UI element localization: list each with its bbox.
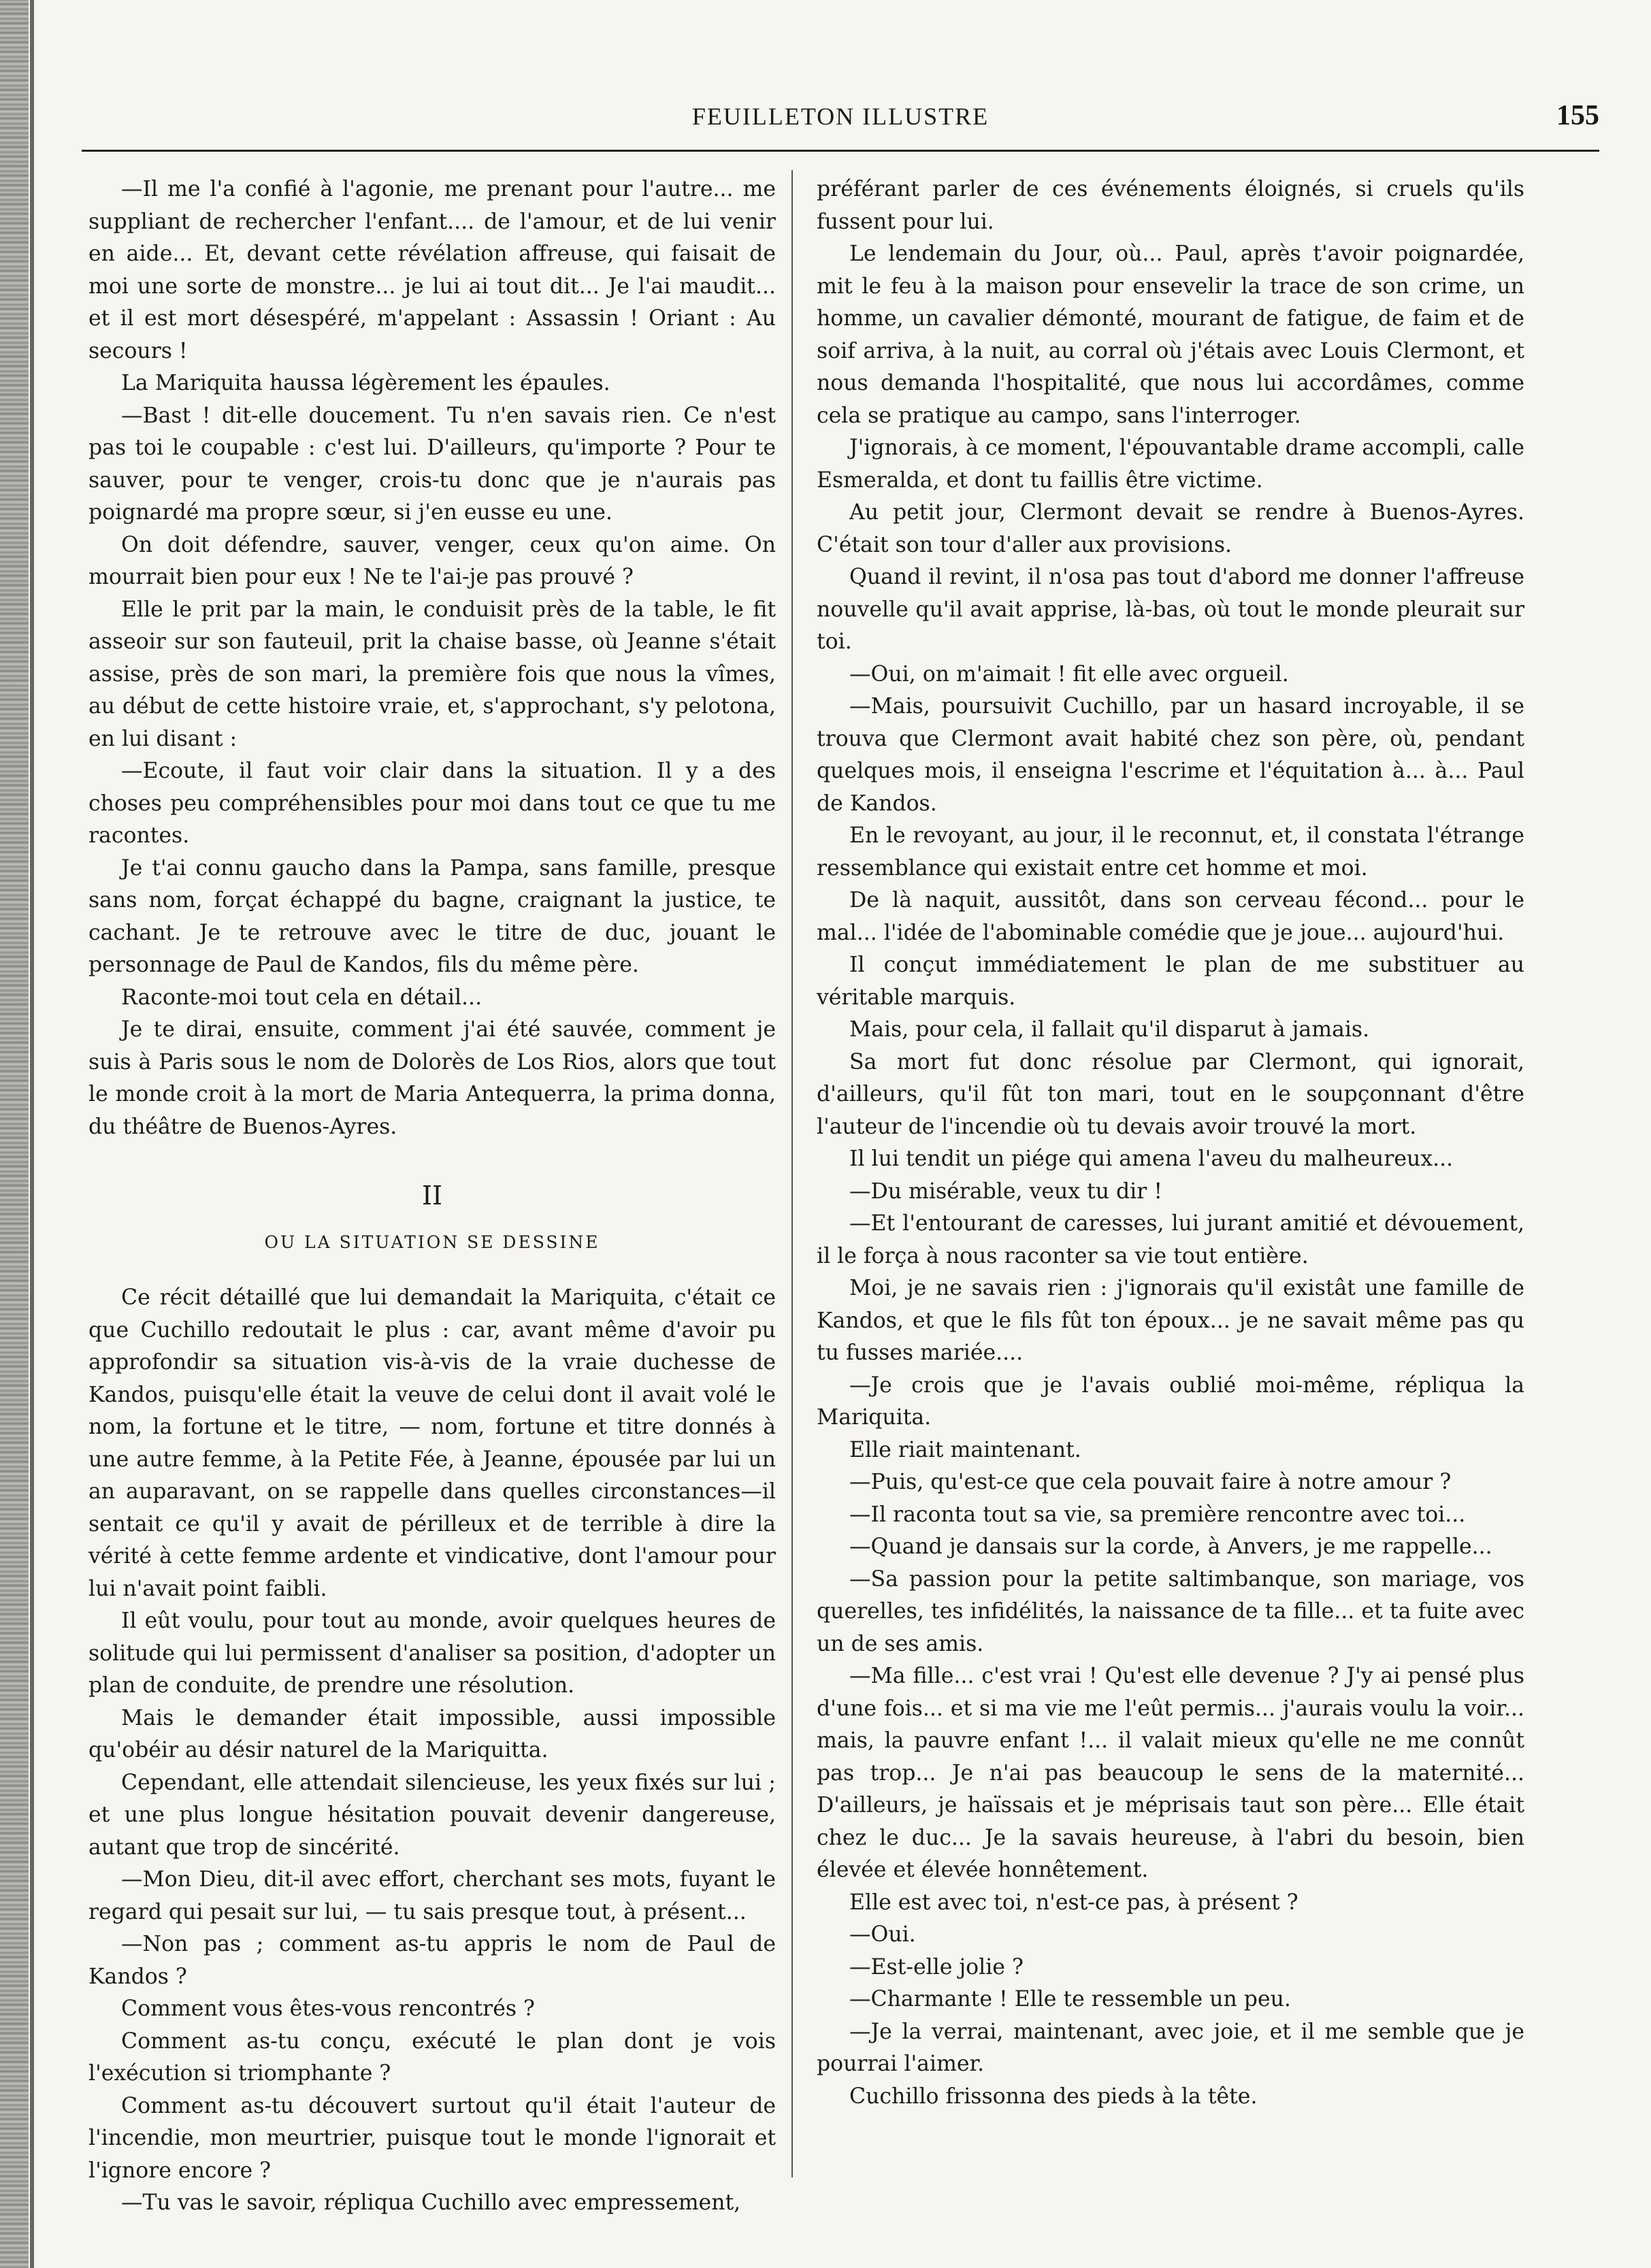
paragraph: Sa mort fut donc résolue par Clermont, qui ignorait, d'ailleurs, qu'il fût ton mari, tout en le soupçonnant d'être l'auteur de l'incendie où tu devais avoir trouvé la mort. bbox=[817, 1049, 1524, 1139]
paragraph: La Mariquita haussa légèrement les épaules. bbox=[121, 371, 610, 395]
paragraph: —Bast ! dit-elle doucement. Tu n'en savais rien. Ce n'est pas toi le coupable : c'est lui. D'ailleurs, qu'importe ? Pour te sauver, pour te venger, crois-tu donc que je n'aurais pas poignardé ma propre sœur, si j'en eusse eu une. bbox=[88, 403, 776, 525]
paragraph: Quand il revint, il n'osa pas tout d'abord me donner l'affreuse nouvelle qu'il avait apprise, là-bas, où tout le monde pleurait sur toi. bbox=[817, 565, 1524, 654]
paragraph: Je t'ai connu gaucho dans la Pampa, sans famille, presque sans nom, forçat échappé du bagne, craignant la justice, te cachant. Je te retrouve avec le titre de duc, jouant le personnage de Paul de Kandos, fils du même père. bbox=[88, 855, 776, 977]
paragraph: —Mais, poursuivit Cuchillo, par un hasard incroyable, il se trouva que Clermont avait habité chez son père, où, pendant quelques mois, il enseigna l'escrime et l'équitation à... à... Paul de Kandos. bbox=[817, 694, 1524, 816]
paragraph: Elle riait maintenant. bbox=[849, 1437, 1081, 1462]
column-divider bbox=[791, 170, 793, 2177]
paragraph: Comment vous êtes-vous rencontrés ? bbox=[121, 1996, 535, 2021]
paragraph: —Charmante ! Elle te ressemble un peu. bbox=[849, 1987, 1291, 2011]
paragraph: —Non pas ; comment as-tu appris le nom de Paul de Kandos ? bbox=[88, 1932, 776, 1989]
paragraph: Ce récit détaillé que lui demandait la Mariquita, c'était ce que Cuchillo redoutait le plus : car, avant même d'avoir pu approfondir sa situation vis-à-vis de la vraie duchesse de Kandos, puisqu'elle était la veuve de celui dont il avait volé le nom, la fortune et le titre, — nom, fortune et titre donnés à une autre femme, à la Petite Fée, à Jeanne, épousée par lui un an auparavant, on se rappelle dans quelles circonstances—il sentait ce qu'il y avait de périlleux et de terrible à dire la vérité à cette femme ardente et vindicative, dont l'amour pour lui n'avait point faibli. bbox=[88, 1285, 776, 1601]
paragraph: —Du misérable, veux tu dir ! bbox=[849, 1179, 1162, 1204]
left-column bbox=[88, 174, 776, 2220]
paragraph: —Je crois que je l'avais oublié moi-même, répliqua la Mariquita. bbox=[817, 1373, 1524, 1430]
paragraph: Moi, je ne savais rien : j'ignorais qu'il existât une famille de Kandos, et que le fils fût ton époux... je ne savait même pas qu tu fusses mariée.... bbox=[817, 1276, 1524, 1365]
paragraph-continuation: préférant parler de ces événements éloignés, si cruels qu'ils fussent pour lui. bbox=[817, 177, 1524, 234]
paragraph: —Ma fille... c'est vrai ! Qu'est elle devenue ? J'y ai pensé plus d'une fois... et si ma vie me l'eût permis... j'aurais voulu la voir... mais, la pauvre enfant !... il valait mieux qu'elle ne me connût pas trop... Je n'ai pas beaucoup le sens de la maternité... D'ailleurs, je haïssais et je méprisais taut son père... Elle était chez le duc... Je la savais heureuse, à l'abri du besoin, bien élevée et élevée honnêtement. bbox=[817, 1664, 1524, 1882]
paragraph: Au petit jour, Clermont devait se rendre à Buenos-Ayres. C'était son tour d'aller aux provisions. bbox=[817, 500, 1524, 557]
paragraph: —Je la verrai, maintenant, avec joie, et il me semble que je pourrai l'aimer. bbox=[817, 2019, 1524, 2076]
paragraph: Comment as-tu conçu, exécuté le plan dont je vois l'exécution si triomphante ? bbox=[88, 2028, 776, 2086]
paragraph: Il conçut immédiatement le plan de me substituer au véritable marquis. bbox=[817, 953, 1524, 1010]
paragraph: —Tu vas le savoir, répliqua Cuchillo avec empressement, bbox=[121, 2190, 741, 2215]
running-title: FEUILLETON ILLUSTRE bbox=[691, 103, 990, 130]
paragraph: —Sa passion pour la petite saltimbanque, son mariage, vos querelles, tes infidélités, la naissance de ta fille... et ta fuite avec un de ses amis. bbox=[817, 1566, 1524, 1656]
paragraph: De là naquit, aussitôt, dans son cerveau fécond... pour le mal... l'idée de l'abominable comédie que je joue... aujourd'hui. bbox=[817, 888, 1524, 945]
paragraph: On doit défendre, sauver, venger, ceux qu'on aime. On mourrait bien pour eux ! Ne te l'ai-je pas prouvé ? bbox=[88, 532, 776, 589]
paragraph: —Ecoute, il faut voir clair dans la situation. Il y a des choses peu compréhensibles pour moi dans tout ce que tu me racontes. bbox=[88, 759, 776, 848]
page-binding-line bbox=[30, 0, 34, 2268]
paragraph: —Mon Dieu, dit-il avec effort, cherchant ses mots, fuyant le regard qui pesait sur lui, — tu sais presque tout, à présent... bbox=[88, 1867, 776, 1924]
paragraph: —Il me l'a confié à l'agonie, me prenant pour l'autre... me suppliant de rechercher l'enfant.... de l'amour, et de lui venir en aide... Et, devant cette révélation affreuse, qui faisait de moi une sorte de monstre... je lui ai tout dit... Je l'ai maudit... et il est mort désespéré, m'appelant : Assassin ! Oriant : Au secours ! bbox=[88, 177, 776, 363]
paragraph: —Quand je dansais sur la corde, à Anvers, je me rappelle... bbox=[849, 1534, 1492, 1559]
paragraph: En le revoyant, au jour, il le reconnut, et, il constata l'étrange ressemblance qui existait entre cet homme et moi. bbox=[817, 823, 1524, 881]
page-header bbox=[82, 102, 1599, 143]
paragraph: Cependant, elle attendait silencieuse, les yeux fixés sur lui ; et une plus longue hésitation pouvait devenir dangereuse, autant que trop de sincérité. bbox=[88, 1770, 776, 1860]
paragraph: Cuchillo frissonna des pieds à la tête. bbox=[849, 2084, 1258, 2109]
paragraph: —Est-elle jolie ? bbox=[849, 1954, 1024, 1979]
paragraph: Mais le demander était impossible, aussi impossible qu'obéir au désir naturel de la Mariquitta. bbox=[88, 1705, 776, 1762]
paragraph: Elle le prit par la main, le conduisit près de la table, le fit asseoir sur son fauteuil, prit la chaise basse, où Jeanne s'était assise, près de son mari, la première fois que nous la vîmes, au début de cette histoire vraie, et, s'approchant, s'y pelotona, en lui disant : bbox=[88, 597, 776, 751]
paragraph: —Puis, qu'est-ce que cela pouvait faire à notre amour ? bbox=[849, 1470, 1452, 1494]
paragraph: —Oui. bbox=[849, 1922, 916, 1947]
header-rule bbox=[82, 150, 1599, 152]
paragraph: Je te dirai, ensuite, comment j'ai été sauvée, comment je suis à Paris sous le nom de Dolorès de Los Rios, alors que tout le monde croit à la mort de Maria Antequerra, la prima donna, du théâtre de Buenos-Ayres. bbox=[88, 1017, 776, 1139]
paragraph: —Et l'entourant de caresses, lui jurant amitié et dévouement, il le força à nous raconter sa vie tout entière. bbox=[817, 1211, 1524, 1268]
paragraph: Le lendemain du Jour, où... Paul, après t'avoir poignardée, mit le feu à la maison pour ensevelir la trace de son crime, un homme, un cavalier démonté, mourant de fatigue, de faim et de soif arriva, à la nuit, au corral où j'étais avec Louis Clermont, et nous demanda l'hospitalité, que nous lui accordâmes, comme cela se pratique au campo, sans l'interroger. bbox=[817, 242, 1524, 428]
right-column bbox=[817, 174, 1524, 2113]
page-number: 155 bbox=[1556, 100, 1599, 131]
paragraph: —Il raconta tout sa vie, sa première rencontre avec toi... bbox=[849, 1502, 1466, 1527]
paragraph: Raconte-moi tout cela en détail... bbox=[121, 985, 483, 1010]
paragraph: Il lui tendit un piége qui amena l'aveu du malheureux... bbox=[849, 1147, 1454, 1171]
paragraph: —Oui, on m'aimait ! fit elle avec orgueil. bbox=[849, 661, 1289, 687]
paragraph: Mais, pour cela, il fallait qu'il disparut à jamais. bbox=[849, 1017, 1370, 1042]
paragraph: J'ignorais, à ce moment, l'épouvantable drame accompli, calle Esmeralda, et dont tu faillis être victime. bbox=[817, 435, 1524, 493]
paragraph: Comment as-tu découvert surtout qu'il était l'auteur de l'incendie, mon meurtrier, puisque tout le monde l'ignorait et l'ignore encore ? bbox=[88, 2093, 776, 2183]
page-binding-edge bbox=[0, 0, 29, 2268]
chapter-subtitle: OU LA SITUATION SE DESSINE bbox=[264, 1232, 600, 1252]
chapter-number: II bbox=[421, 1181, 443, 1211]
paragraph: Il eût voulu, pour tout au monde, avoir quelques heures de solitude qui lui permissent d'analiser sa position, d'adopter un plan de conduite, de prendre une résolution. bbox=[88, 1609, 776, 1698]
paragraph: Elle est avec toi, n'est-ce pas, à présent ? bbox=[849, 1890, 1298, 1915]
